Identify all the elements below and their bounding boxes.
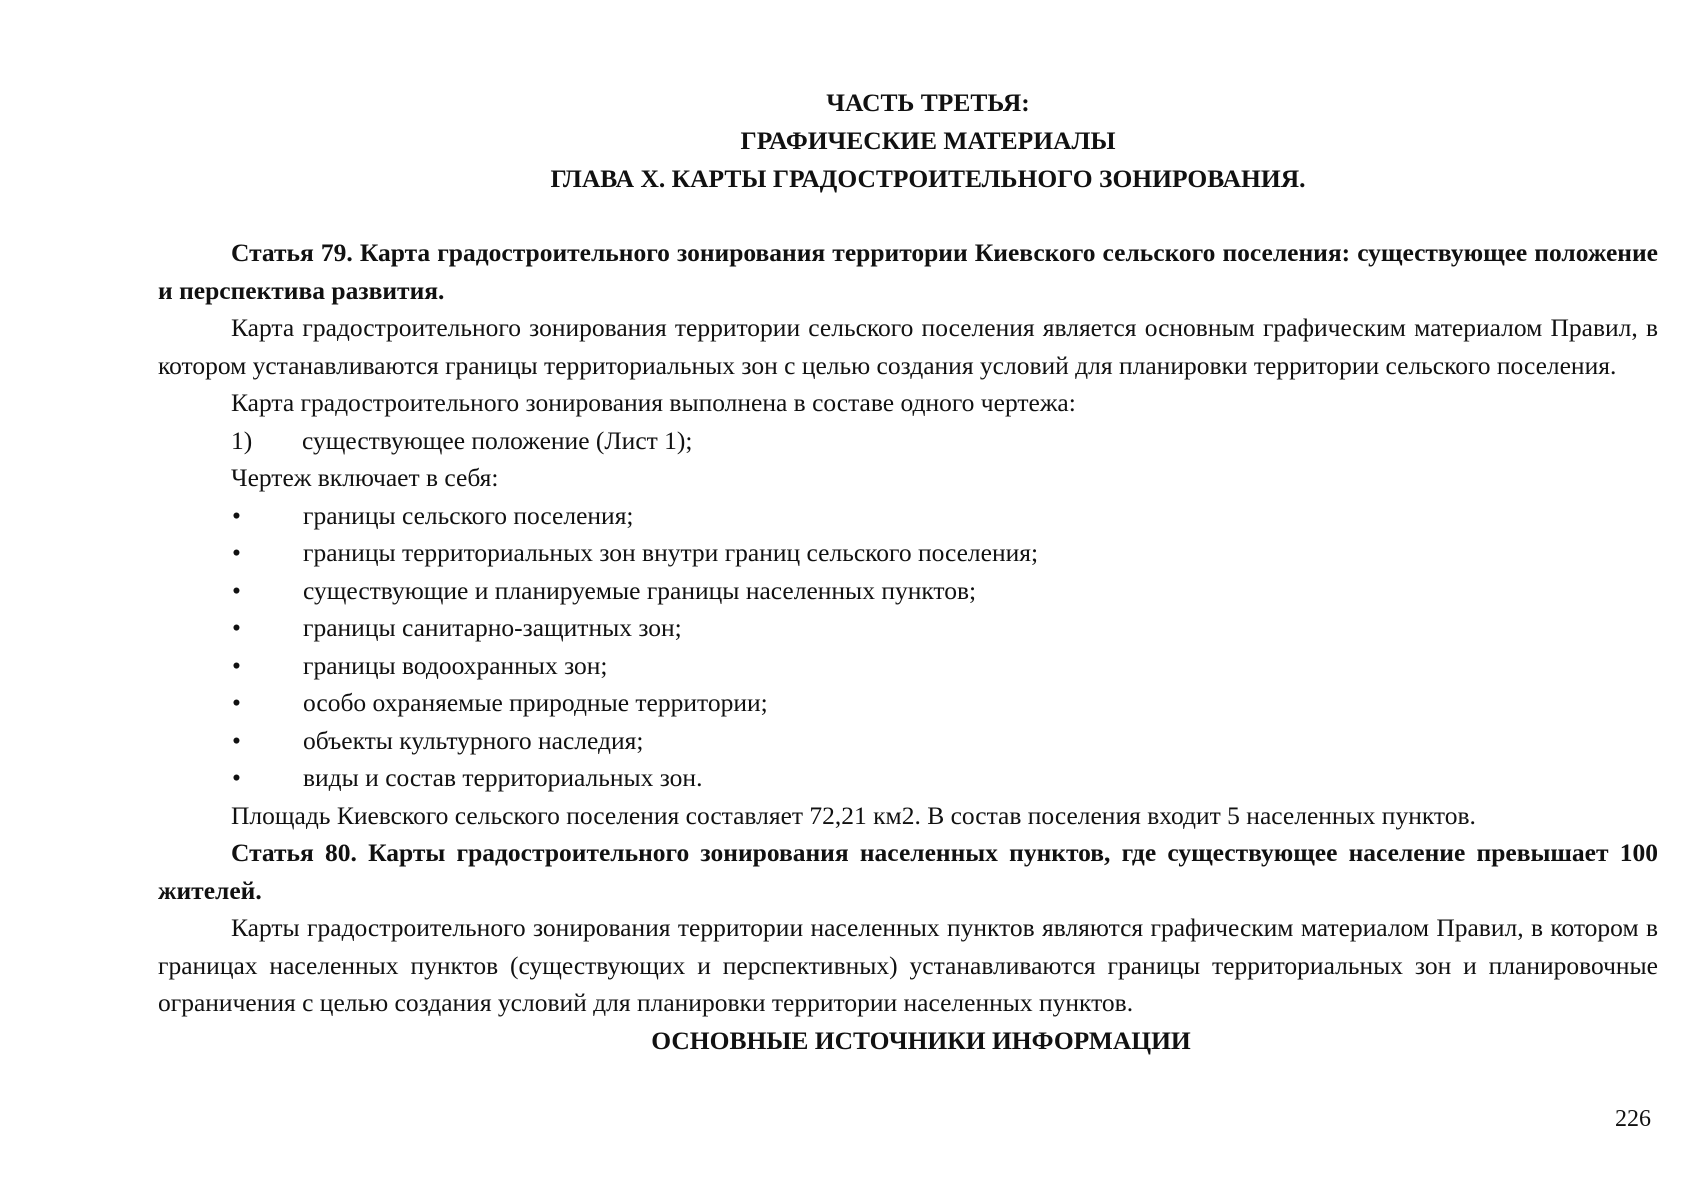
- bullet-icon: •: [232, 688, 241, 717]
- part-heading: ЧАСТЬ ТРЕТЬЯ:: [826, 88, 1030, 117]
- bullet-icon: •: [232, 650, 241, 680]
- bullet-icon: •: [232, 763, 241, 792]
- article-79-title: Статья 79. Карта градостроительного зонирования территории Киевского сельского поселения: существующее положение и перспектива развития.: [158, 238, 1658, 305]
- bullet-text: виды и состав территориальных зон.: [303, 763, 703, 792]
- bullet-icon: •: [232, 613, 241, 642]
- bullet-text: границы территориальных зон внутри границ сельского поселения;: [303, 538, 1039, 567]
- bullet-text: границы водоохранных зон;: [303, 650, 608, 680]
- bullet-item: [158, 534, 1658, 572]
- bullet-item: [158, 722, 1658, 760]
- bullet-item: [158, 684, 1658, 722]
- includes-line: Чертеж включает в себя:: [231, 463, 499, 492]
- numbered-marker: 1): [231, 425, 253, 455]
- bullet-item: [158, 647, 1658, 685]
- article-79-paragraph-2: Карта градостроительного зонирования выполнена в составе одного чертежа:: [231, 388, 1076, 417]
- article-80-paragraph-1: Карты градостроительного зонирования территории населенных пунктов являются графическим материалом Правил, в котором в границах населенных пунктов (существующих и перспективных) устанавливаются границы территориальных зон и планировочные ограничения с целью создания условий для планировки территории населенных пунктов.: [158, 913, 1658, 1017]
- bullet-item: [158, 497, 1658, 535]
- article-79-paragraph-1: Карта градостроительного зонирования территории сельского поселения является основным графическим материалом Правил, в котором устанавливаются границы территориальных зон с целью создания условий для планировки территории сельского поселения.: [158, 313, 1658, 380]
- area-statement: Площадь Киевского сельского поселения составляет 72,21 км2. В состав поселения входит 5 населенных пунктов.: [231, 800, 1476, 830]
- article-80-title: Статья 80. Карты градостроительного зонирования населенных пунктов, где существующее население превышает 100 жителей.: [158, 838, 1658, 905]
- bullet-item: [158, 572, 1658, 610]
- bullet-icon: •: [232, 575, 241, 605]
- bullet-icon: •: [232, 725, 241, 755]
- numbered-item: [158, 422, 1658, 460]
- bullet-item: [158, 609, 1658, 647]
- page-number: 226: [1615, 1106, 1651, 1132]
- bullet-text: границы сельского поселения;: [303, 500, 634, 530]
- section-heading: ГРАФИЧЕСКИЕ МАТЕРИАЛЫ: [740, 126, 1116, 155]
- numbered-text: существующее положение (Лист 1);: [302, 425, 693, 455]
- bullet-icon: •: [232, 538, 241, 567]
- bullet-text: объекты культурного наследия;: [303, 725, 644, 755]
- sources-heading: ОСНОВНЫЕ ИСТОЧНИКИ ИНФОРМАЦИИ: [651, 1025, 1191, 1055]
- bullet-item: [158, 759, 1658, 797]
- document-page: [158, 84, 1658, 1059]
- bullet-text: существующие и планируемые границы населенных пунктов;: [303, 575, 977, 605]
- spacer: [158, 198, 1658, 234]
- bullet-text: границы санитарно-защитных зон;: [303, 613, 682, 642]
- bullet-text: особо охраняемые природные территории;: [303, 688, 768, 717]
- chapter-heading: ГЛАВА X. КАРТЫ ГРАДОСТРОИТЕЛЬНОГО ЗОНИРОВАНИЯ.: [550, 164, 1306, 193]
- bullet-icon: •: [232, 500, 241, 530]
